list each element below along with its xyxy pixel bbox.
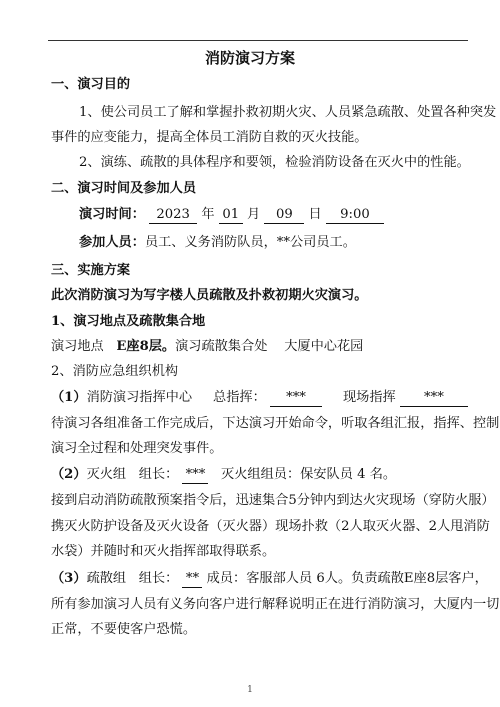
drill-time-label: 演习时间：	[79, 207, 145, 222]
section-1-paragraph-1-line-1: 1、使公司员工了解和掌握扑救初期火灾、人员紧急疏散、处置各种突发	[79, 105, 497, 120]
evacuation-team-line	[51, 570, 488, 588]
fire-team-line	[51, 466, 396, 484]
evacuation-team-label: 疏散组	[86, 571, 127, 586]
command-center-desc-line-1: 待演习各组准备工作完成后，下达演习开始命令，听取各组汇报，指挥、控制	[51, 416, 500, 431]
field-commander-label: 现场指挥	[342, 390, 396, 405]
participants-line	[79, 234, 356, 252]
command-center-number: （1）	[51, 390, 87, 405]
field-commander-value: ***	[400, 390, 468, 407]
drill-time-line	[79, 206, 384, 224]
fire-team-label: 灭火组	[86, 467, 127, 482]
evacuation-team-desc-line-1: 所有参加演习人员有义务向客户进行解释说明正在进行消防演习，大厦内一切	[51, 597, 500, 612]
command-center-desc-line-2: 演习全过程和处理突发事件。	[51, 441, 223, 456]
section-1-heading: 一、演习目的	[51, 77, 131, 92]
evacuation-team-desc-line-2: 正常，不要使客户恐慌。	[51, 622, 197, 637]
fire-team-leader-label: 组长：	[138, 467, 179, 482]
fire-team-desc-line-3: 水袋）并随时和灭火指挥部取得联系。	[51, 544, 276, 559]
evacuation-team-leader-value: **	[182, 571, 202, 588]
subsection-2-heading: 2、消防应急组织机构	[51, 364, 179, 379]
location-label: 演习地点	[51, 339, 104, 354]
section-1-paragraph-1-line-2: 事件的应变能力，提高全体员工消防自救的灭火技能。	[51, 130, 368, 145]
chief-commander-label: 总指挥：	[213, 390, 266, 405]
section-3-heading: 三、实施方案	[51, 263, 131, 278]
chief-commander-value: ***	[270, 390, 322, 407]
participants-value: 员工、义务消防队员，**公司员工。	[144, 235, 356, 250]
section-2-heading: 二、演习时间及参加人员	[51, 181, 197, 196]
fire-team-members: 灭火组组员：保安队员 4 名。	[221, 467, 397, 482]
page-number: 1	[247, 685, 253, 695]
section-3-intro: 此次消防演习为写字楼人员疏散及扑救初期火灾演习。	[51, 288, 368, 303]
fire-team-leader-value: ***	[182, 467, 208, 484]
command-center-line	[51, 389, 468, 407]
location-line	[51, 338, 363, 356]
section-1-paragraph-2: 2、演练、疏散的具体程序和要领，检验消防设备在灭火中的性能。	[79, 155, 470, 170]
drill-time-day-unit: 日	[308, 207, 322, 222]
assembly-value: 大厦中心花园	[284, 339, 364, 354]
fire-team-desc-line-1: 接到启动消防疏散预案指令后，迅速集合5分钟内到达火灾现场（穿防火服）	[51, 493, 495, 508]
fire-team-number: （2）	[51, 467, 87, 482]
drill-time-month-unit: 月	[246, 207, 261, 222]
drill-time-clock: 9:00	[326, 207, 384, 224]
evacuation-team-members: 成员：客服部人员 6人。负责疏散E座8层客户，	[206, 571, 488, 586]
document-title: 消防演习方案	[204, 49, 295, 67]
header-rule	[48, 40, 468, 41]
command-center-label: 消防演习指挥中心	[86, 390, 193, 405]
location-value: E座8层。	[116, 339, 176, 354]
evacuation-team-number: （3）	[51, 571, 87, 586]
drill-time-year: 2023	[149, 207, 197, 224]
subsection-1-heading: 1、演习地点及疏散集合地	[51, 314, 206, 329]
fire-team-desc-line-2: 携灭火防护设备及灭火设备（灭火器）现场扑救（2人取灭火器、2人甩消防	[51, 519, 490, 534]
drill-time-year-unit: 年	[201, 207, 215, 222]
assembly-label: 演习疏散集合处	[175, 339, 268, 354]
drill-time-day: 09	[264, 207, 304, 224]
drill-time-month: 01	[219, 207, 243, 224]
participants-label: 参加人员：	[79, 235, 145, 250]
evacuation-team-leader-label: 组长：	[138, 571, 179, 586]
